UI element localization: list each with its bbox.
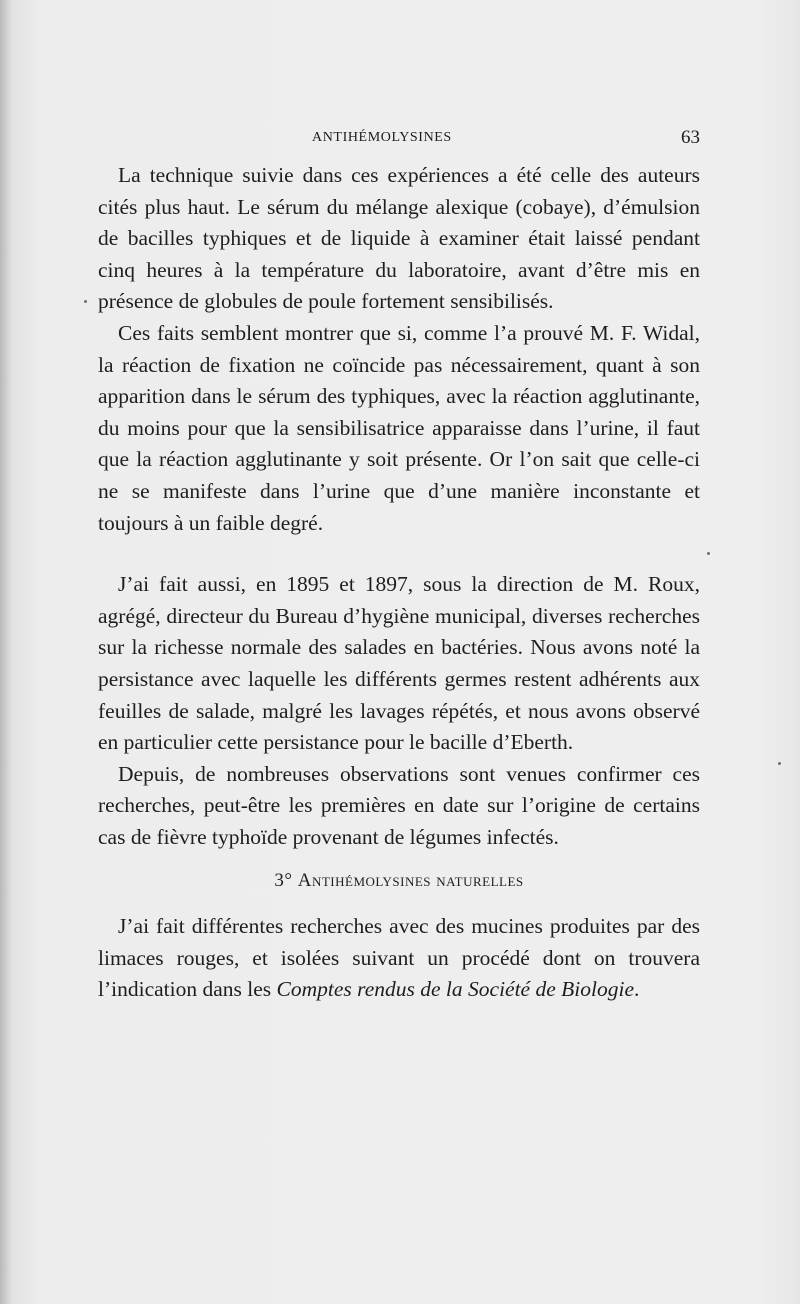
paragraph-mucines (98, 911, 700, 1006)
paragraph-depuis: Depuis, de nombreuses observations sont venues confirmer ces recherches, peut-être les premières en date sur l’origine de certains cas de fièvre typhoïde provenant de légumes infectés. (98, 761, 700, 849)
section-number: 3° (274, 870, 293, 892)
paragraph-salades: J’ai fait aussi, en 1895 et 1897, sous la direction de M. Roux, agrégé, directeur du Bureau d’hygiène municipal, diverses recherches sur la richesse normale des salades en bactéries. Nous avons noté la persistance avec laquelle les différents germes restent adhérents aux feuilles de salade, malgré les lavages répétés, et nous avons observé en particulier cette persistance pour le bacille d’Eberth. (98, 572, 700, 755)
page-number: 63 (681, 127, 700, 148)
paragraph-faits: Ces faits semblent montrer que si, comme l’a prouvé M. F. Widal, la réaction de fixation ne coïncide pas nécessairement, quant à son apparition dans le sérum des typhiques, avec la réaction agglutinante, du moins pour que la sensibilisatrice apparaisse dans l’urine, il faut que la réaction agglutinante y soit présente. Or l’on sait que celle-ci ne se manifeste dans l’urine que d’une manière inconstante et toujours à un faible degré. (98, 320, 700, 535)
ink-speck (84, 300, 87, 303)
running-head (110, 127, 700, 150)
running-title: ANTIHÉMOLYSINES (312, 130, 452, 145)
paragraph-mucines-text: J’ai fait différentes recherches avec des mucines produites par des limaces rouges, et isolées suivant un procédé dont on trouvera l’indication dans les (98, 914, 700, 1002)
section-title: Antihémolysines naturelles (297, 870, 524, 892)
paragraph-technique: La technique suivie dans ces expériences a été celle des auteurs cités plus haut. Le sérum du mélange alexique (cobaye), d’émulsion de bacilles typhiques et de liquide à examiner était laissé pendant cinq heures à la température du laboratoire, avant d’être mis en présence de globules de poule fortement sensibilisés. (98, 163, 700, 314)
body-text (98, 160, 700, 1006)
ink-speck (778, 762, 781, 765)
paragraph-mucines-end: . (634, 977, 640, 1002)
ink-speck (707, 552, 710, 555)
paragraph-gap (98, 539, 700, 569)
section-heading (98, 865, 700, 897)
comptes-rendus-citation: Comptes rendus de la Société de Biologie (276, 977, 634, 1002)
